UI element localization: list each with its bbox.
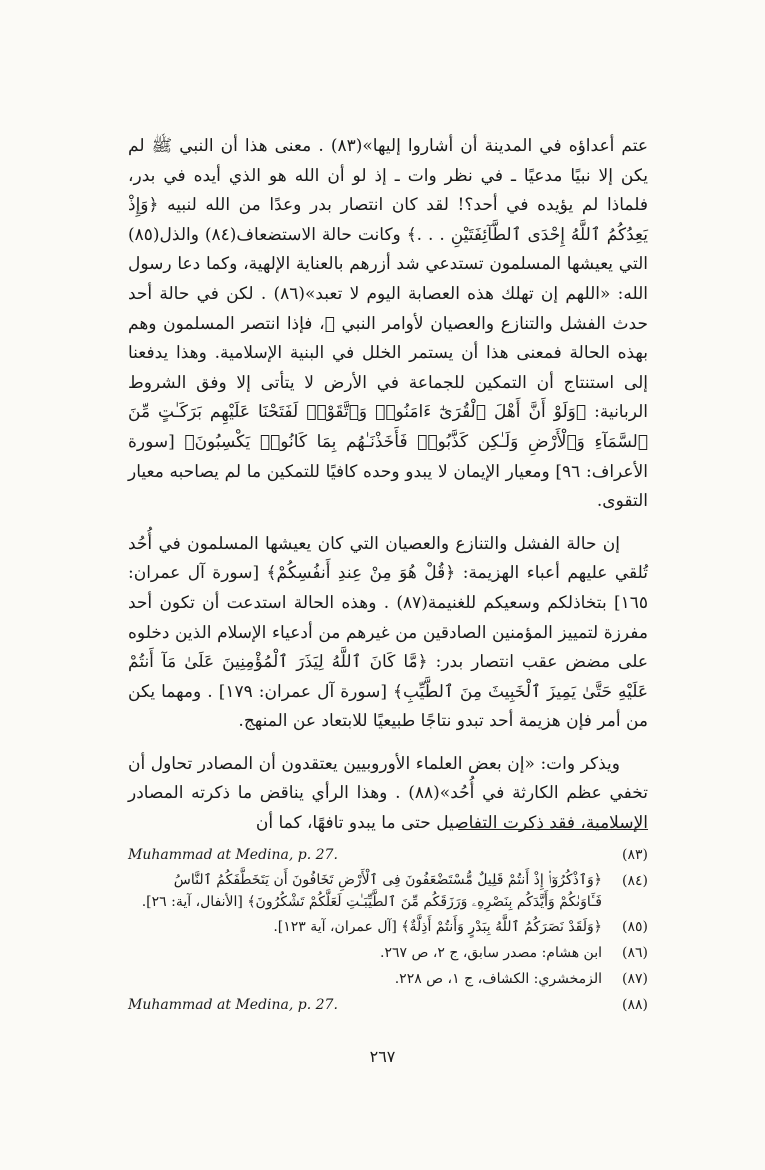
footnote: [128, 993, 648, 1017]
footnote-number: (٨٣): [622, 847, 648, 863]
footnote-text: Muhammad at Medina, p. 27.: [128, 997, 338, 1013]
footnote-number: (٨٨): [622, 997, 648, 1013]
footnote-separator: [458, 829, 648, 830]
footnote: [128, 869, 648, 913]
footnote-text: ﴿وَلَقَدْ نَصَرَكُمُ ٱللَّهُ بِبَدْرٍ وَأَنتُمْ أَذِلَّةٌ﴾ [آل عمران، آية ١٢٣].: [273, 919, 602, 935]
footnote: [128, 941, 648, 965]
paragraph: إن حالة الفشل والتنازع والعصيان التي كان يعيشها المسلمون في أُحُد تُلقي عليهم أعباء الهزيمة: ﴿قُلْ هُوَ مِنْ عِندِ أَنفُسِكُمْ﴾ [سورة آل عمران: ١٦٥] بتخاذلكم وسعيكم للغنيمة(٨٧) . وهذه الحالة استدعت أن تكون أحد مفرزة لتمييز المؤمنين الصادقين من غيرهم من أدعياء الإسلام الذين دخلوه على مضض عقب انتصار بدر: ﴿مَّا كَانَ ٱللَّهُ لِيَذَرَ ٱلْمُؤْمِنِينَ عَلَىٰ مَآ أَنتُمْ عَلَيْهِ حَتَّىٰ يَمِيزَ ٱلْخَبِيثَ مِنَ ٱلطَّيِّبِ﴾ [سورة آل عمران: ١٧٩] . ومهما يكن من أمر فإن هزيمة أحد تبدو نتاجًا طبيعيًا للابتعاد عن المنهج.: [128, 533, 649, 732]
footnote-text: الزمخشري: الكشاف، ج ١، ص ٢٢٨.: [394, 971, 602, 987]
footnote: [128, 843, 648, 867]
page-number: ٢٦٧: [369, 1047, 396, 1066]
footnote-text: Muhammad at Medina, p. 27.: [128, 847, 338, 863]
footnote: [128, 915, 648, 939]
footnote-text: ﴿وَٱذْكُرُوٓا۟ إِذْ أَنتُمْ قَلِيلٌ مُّسْتَضْعَفُونَ فِى ٱلْأَرْضِ تَخَافُونَ أَن يَتَخَطَّفَكُمُ ٱلنَّاسُ فَـَٔاوَىٰكُمْ وَأَيَّدَكُم بِنَصْرِهِۦ وَرَزَقَكُم مِّنَ ٱلطَّيِّبَـٰتِ لَعَلَّكُمْ تَشْكُرُونَ﴾ [الأنفال، آية: ٢٦].: [141, 872, 602, 910]
footnote-number: (٨٧): [622, 971, 648, 987]
footnote: [128, 967, 648, 991]
footnotes: [128, 843, 648, 1019]
footnote-text: ابن هشام: مصدر سابق، ج ٢، ص ٢٦٧.: [380, 945, 602, 961]
paragraph: عتم أعداؤه في المدينة أن أشاروا إليها»(٨٣) . معنى هذا أن النبي ﷺ لم يكن إلا نبيًا مدعيًا ـ في نظر وات ـ إذ لو أن الله هو الذي أيده في بدر، فلماذا لم يؤيده في أحد؟! لقد كان انتصار بدر وعدًا من الله لنبيه ﴿وَإِذْ يَعِدُكُمُ ٱللَّهُ إِحْدَى ٱلطَّآئِفَتَيْنِ . . .﴾ وكانت حالة الاستضعاف(٨٤) والذل(٨٥) التي يعيشها المسلمون تستدعي شد أزرهم بالعناية الإلهية، وكما دعا رسول الله: «اللهم إن تهلك هذه العصابة اليوم لا تعبد»(٨٦) . لكن في حالة أحد حدث الفشل والتنازع والعصيان لأوامر النبي ﷺ، فإذا انتصر المسلمون وهم بهذه الحالة فمعنى هذا أن يستمر الخلل في البنية الإسلامية. وهذا يدفعنا إلى استنتاج أن التمكين للجماعة في الأرض لا يتأتى إلا وفق الشروط الربانية: ﴿وَلَوْ أَنَّ أَهْلَ ٱلْقُرَىٰٓ ءَامَنُوا۟ وَٱتَّقَوْا۟ لَفَتَحْنَا عَلَيْهِم بَرَكَـٰتٍ مِّنَ ٱلسَّمَآءِ وَٱلْأَرْضِ وَلَـٰكِن كَذَّبُوا۟ فَأَخَذْنَـٰهُم بِمَا كَانُوا۟ يَكْسِبُونَ﴾ [سورة الأعراف: ٩٦] ومعيار الإيمان لا يبدو وحده كافيًا للتمكين ما لم يصاحبه معيار التقوى.: [128, 136, 648, 512]
footnote-number: (٨٦): [622, 945, 648, 961]
footnote-number: (٨٥): [622, 919, 648, 935]
main-text: [128, 132, 648, 839]
paragraph: ويذكر وات: «إن بعض العلماء الأوروبيين يعتقدون أن المصادر تحاول أن تخفي عظم الكارثة في أُحُد»(٨٨) . وهذا الرأي يناقض ما ذكرته المصادر الإسلامية، فقد ذكرت التفاصيل حتى ما يبدو تافهًا، كما أن: [128, 753, 648, 834]
footnote-number: (٨٤): [622, 873, 648, 889]
